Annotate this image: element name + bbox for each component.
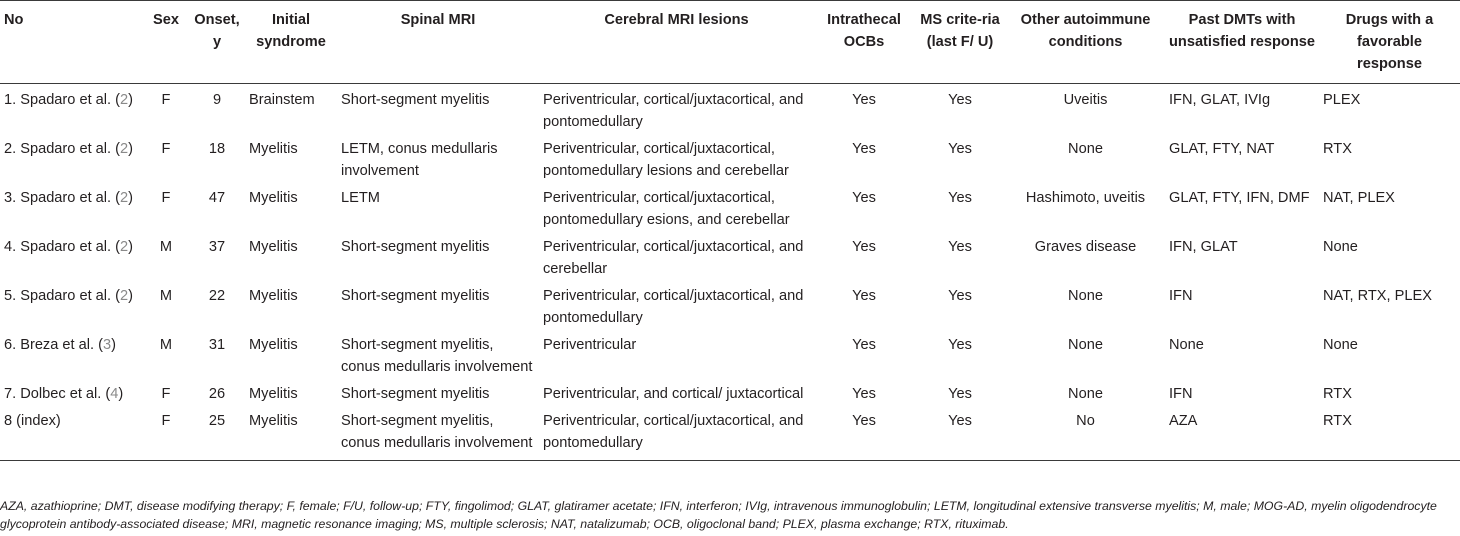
cell-favorable-drugs: NAT, PLEX (1323, 190, 1395, 206)
cell-no (0, 133, 143, 182)
cell-no (0, 378, 143, 405)
cell-spinal-mri: Short-segment myelitis (341, 92, 490, 108)
cell-autoimmune: Uveitis (1063, 92, 1108, 108)
cell-ocbs: Yes (852, 288, 876, 304)
cell-cerebral-mri: Periventricular, cortical/juxtacortical, pontomedullary lesions and cerebellar (543, 141, 789, 179)
cell-no (0, 405, 143, 461)
cell-ms-criteria: Yes (948, 288, 972, 304)
cell-ms-criteria: Yes (948, 337, 972, 353)
cell-cerebral-mri: Periventricular, and cortical/ juxtacortical (543, 386, 804, 402)
case-label-close: ) (128, 288, 134, 304)
reference-link[interactable]: 2 (120, 92, 129, 108)
cell-past-dmts: IFN (1169, 386, 1193, 402)
cell-ocbs: Yes (852, 141, 876, 157)
cell-initial-syndrome: Myelitis (249, 239, 298, 255)
cell-onset: 31 (208, 337, 226, 353)
case-label-close: ) (128, 141, 134, 157)
cell-spinal-mri: Short-segment myelitis, conus medullaris involvement (341, 413, 533, 451)
case-label: 5. Spadaro et al. ( (4, 288, 121, 304)
header-cerebral-mri: Cerebral MRI lesions (604, 12, 749, 28)
cell-ms-criteria: Yes (948, 190, 972, 206)
cell-autoimmune: Hashimoto, uveitis (1025, 190, 1146, 206)
cell-ms-criteria: Yes (948, 413, 972, 429)
cell-onset: 22 (208, 288, 226, 304)
cell-cerebral-mri: Periventricular, cortical/juxtacortical, and pontomedullary (543, 92, 804, 130)
header-row (0, 1, 1460, 84)
reference-link[interactable]: 2 (120, 239, 129, 255)
cell-spinal-mri: Short-segment myelitis (341, 386, 490, 402)
cell-favorable-drugs: RTX (1323, 386, 1352, 402)
cell-spinal-mri: LETM, conus medullaris involvement (341, 141, 498, 179)
table-row (0, 231, 1460, 280)
header-autoimmune: Other autoimmune conditions (1020, 12, 1151, 50)
table-row (0, 405, 1460, 461)
cell-ocbs: Yes (852, 92, 876, 108)
cell-ocbs: Yes (852, 239, 876, 255)
cell-sex: M (159, 288, 173, 304)
cell-past-dmts: IFN, GLAT (1169, 239, 1238, 255)
cell-past-dmts: IFN, GLAT, IVIg (1169, 92, 1271, 108)
cell-initial-syndrome: Myelitis (249, 288, 298, 304)
cell-favorable-drugs: None (1323, 337, 1358, 353)
cell-no (0, 231, 143, 280)
cell-ocbs: Yes (852, 386, 876, 402)
table-row (0, 280, 1460, 329)
cell-sex: F (161, 190, 171, 206)
cell-spinal-mri: LETM (341, 190, 380, 206)
reference-link[interactable]: 3 (102, 337, 112, 353)
cell-autoimmune: None (1068, 337, 1103, 353)
cell-ocbs: Yes (852, 413, 876, 429)
case-label: 1. Spadaro et al. ( (4, 92, 121, 108)
cell-cerebral-mri: Periventricular (543, 337, 637, 353)
case-label: 6. Breza et al. ( (4, 337, 103, 353)
case-label: 2. Spadaro et al. ( (4, 141, 121, 157)
header-past-dmts: Past DMTs with unsatisfied response (1169, 12, 1315, 50)
cell-sex: F (161, 386, 171, 402)
cell-sex: F (161, 413, 171, 429)
cell-cerebral-mri: Periventricular, cortical/juxtacortical, and pontomedullary (543, 413, 804, 451)
cell-sex: F (161, 92, 171, 108)
cell-ms-criteria: Yes (948, 141, 972, 157)
table-row (0, 84, 1460, 134)
case-label: 8 (index) (4, 413, 61, 429)
header-spinal-mri: Spinal MRI (400, 12, 476, 28)
table-row (0, 182, 1460, 231)
cell-favorable-drugs: None (1323, 239, 1358, 255)
cell-past-dmts: GLAT, FTY, NAT (1169, 141, 1275, 157)
cell-initial-syndrome: Brainstem (249, 92, 315, 108)
cell-sex: M (159, 239, 173, 255)
case-label: 7. Dolbec et al. ( (4, 386, 111, 402)
cell-autoimmune: No (1076, 413, 1095, 429)
case-label-close: ) (128, 92, 134, 108)
cell-past-dmts: GLAT, FTY, IFN, DMF (1169, 190, 1310, 206)
cell-ms-criteria: Yes (948, 239, 972, 255)
header-ocbs: Intrathecal OCBs (827, 12, 901, 50)
cell-no (0, 182, 143, 231)
table-row (0, 378, 1460, 405)
cell-past-dmts: AZA (1169, 413, 1198, 429)
table-header (0, 1, 1460, 84)
cell-past-dmts: IFN (1169, 288, 1193, 304)
cell-onset: 18 (208, 141, 226, 157)
case-label: 4. Spadaro et al. ( (4, 239, 121, 255)
cell-autoimmune: None (1068, 141, 1103, 157)
reference-link[interactable]: 2 (120, 288, 129, 304)
cell-onset: 26 (208, 386, 226, 402)
cell-favorable-drugs: PLEX (1323, 92, 1361, 108)
cell-spinal-mri: Short-segment myelitis, conus medullaris involvement (341, 337, 533, 375)
reference-link[interactable]: 2 (120, 190, 129, 206)
cell-ocbs: Yes (852, 190, 876, 206)
cell-initial-syndrome: Myelitis (249, 413, 298, 429)
cell-autoimmune: None (1068, 288, 1103, 304)
cell-ms-criteria: Yes (948, 386, 972, 402)
header-onset: Onset, y (194, 12, 240, 50)
table-row (0, 133, 1460, 182)
reference-link[interactable]: 2 (120, 141, 129, 157)
header-ms-criteria: MS crite-ria (last F/ U) (920, 12, 1000, 50)
cell-favorable-drugs: RTX (1323, 413, 1352, 429)
cell-sex: M (159, 337, 173, 353)
cell-ms-criteria: Yes (948, 92, 972, 108)
cell-cerebral-mri: Periventricular, cortical/juxtacortical, and pontomedullary (543, 288, 804, 326)
cell-onset: 9 (212, 92, 222, 108)
cell-no (0, 280, 143, 329)
header-favorable-drugs: Drugs with a favorable response (1345, 12, 1434, 72)
cell-favorable-drugs: NAT, RTX, PLEX (1323, 288, 1432, 304)
table-row (0, 329, 1460, 378)
case-label-close: ) (118, 386, 124, 402)
case-label-close: ) (128, 239, 134, 255)
cell-initial-syndrome: Myelitis (249, 141, 298, 157)
cell-initial-syndrome: Myelitis (249, 386, 298, 402)
cell-past-dmts: None (1169, 337, 1204, 353)
cell-no (0, 329, 143, 378)
table-body (0, 84, 1460, 461)
cell-autoimmune: None (1068, 386, 1103, 402)
case-label-close: ) (111, 337, 116, 353)
cell-favorable-drugs: RTX (1323, 141, 1352, 157)
cell-initial-syndrome: Myelitis (249, 337, 298, 353)
cell-sex: F (161, 141, 171, 157)
header-initial-syndrome: Initial syndrome (256, 12, 326, 50)
cell-cerebral-mri: Periventricular, cortical/juxtacortical, pontomedullary esions, and cerebellar (543, 190, 790, 228)
cell-initial-syndrome: Myelitis (249, 190, 298, 206)
reference-link[interactable]: 4 (110, 386, 119, 402)
table-footnote: AZA, azathioprine; DMT, disease modifying therapy; F, female; F/U, follow-up; FTY, fingolimod; GLAT, glatiramer acetate; IFN, interferon; IVIg, intravenous immunoglobulin; LETM, longitudinal extensive transverse myelitis; M, male; MOG-AD, myelin oligodendrocyte glycoprotein antibody-associated disease; MRI, magnetic resonance imaging; MS, multiple sclerosis; NAT, natalizumab; OCB, oligoclonal band; PLEX, plasma exchange; RTX, rituximab. (0, 499, 1437, 531)
cell-onset: 47 (208, 190, 226, 206)
cell-autoimmune: Graves disease (1034, 239, 1137, 255)
header-sex: Sex (153, 12, 179, 28)
case-label-close: ) (128, 190, 134, 206)
cell-onset: 25 (208, 413, 226, 429)
cell-onset: 37 (208, 239, 226, 255)
cell-ocbs: Yes (852, 337, 876, 353)
case-label: 3. Spadaro et al. ( (4, 190, 121, 206)
cell-cerebral-mri: Periventricular, cortical/juxtacortical, and cerebellar (543, 239, 804, 277)
cell-spinal-mri: Short-segment myelitis (341, 288, 490, 304)
header-no: No (4, 12, 24, 28)
cell-no (0, 84, 143, 134)
cell-spinal-mri: Short-segment myelitis (341, 239, 490, 255)
